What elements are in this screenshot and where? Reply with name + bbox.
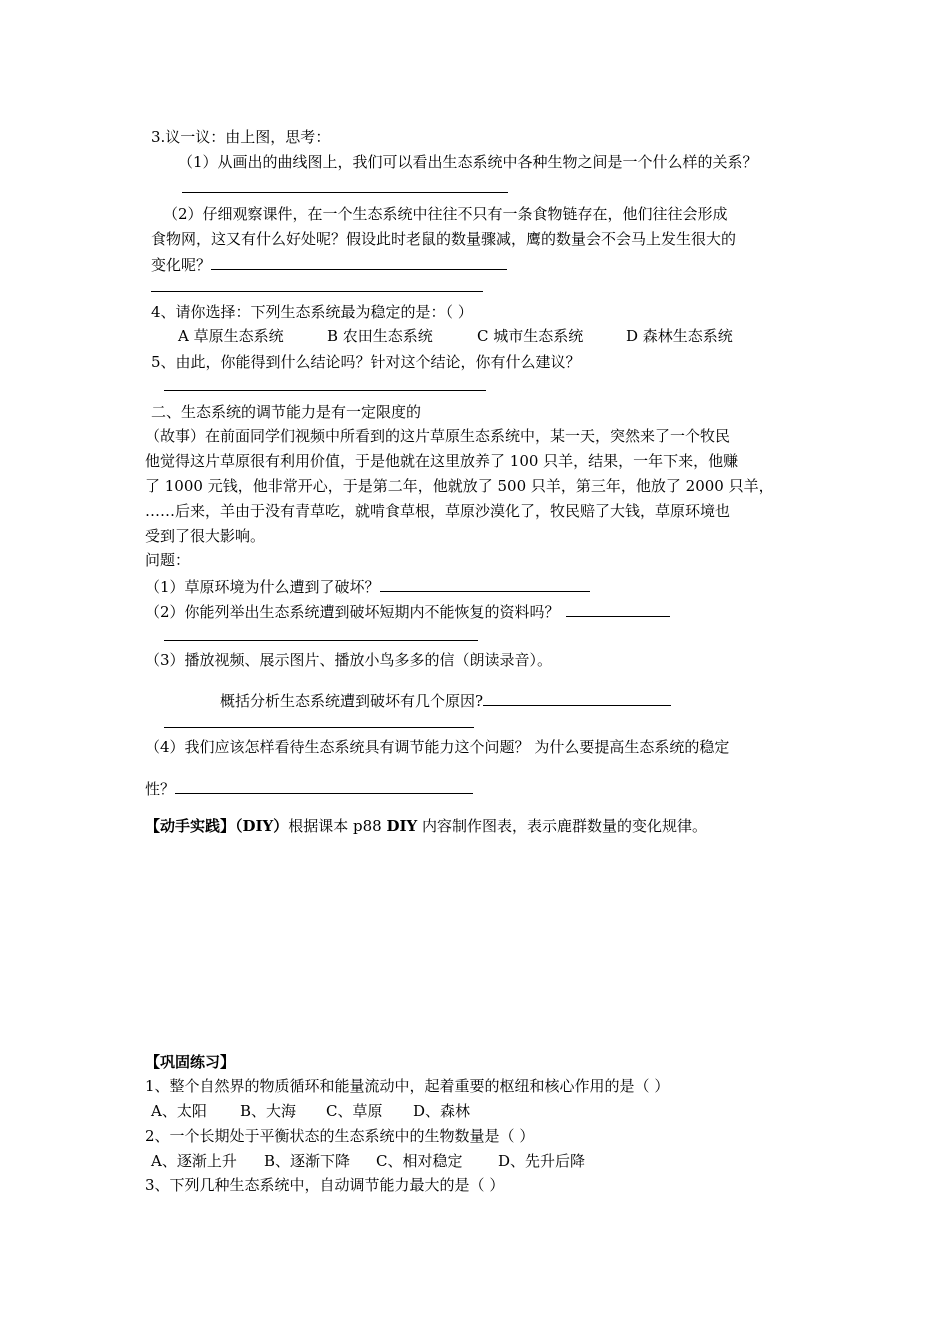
answer-blank-p2[interactable]	[566, 600, 670, 617]
problem-3-text: （3）播放视频、展示图片、播放小鸟多多的信（朗读录音）。	[145, 651, 553, 669]
problem-2	[145, 600, 670, 622]
problem-1	[145, 575, 590, 597]
questions-label: 问题：	[145, 551, 191, 569]
answer-line-1[interactable]	[182, 192, 508, 193]
diy-instruction	[145, 816, 707, 836]
answer-blank-p1[interactable]	[380, 575, 590, 592]
practice-q1-option-b: B、大海	[240, 1102, 297, 1120]
answer-blank-p3[interactable]	[483, 689, 671, 706]
diy-text-a: 根据课本 p88	[288, 817, 387, 835]
question-4-text: 4、请你选择：下列生态系统最为稳定的是：（ ）	[151, 303, 473, 321]
q4-option-a: A 草原生态系统	[178, 327, 284, 345]
answer-blank-p4[interactable]	[175, 777, 473, 794]
answer-line-2b[interactable]	[151, 291, 483, 292]
practice-q2-option-d: D、先升后降	[498, 1152, 586, 1170]
practice-q1-option-d: D、森林	[413, 1102, 471, 1120]
diy-label: 【动手实践】	[145, 817, 236, 835]
practice-q1-option-a: A、太阳	[151, 1102, 207, 1120]
q4-option-d: D 森林生态系统	[626, 327, 733, 345]
problem-2-text: （2）你能列举出生态系统遭到破坏短期内不能恢复的资料吗？	[145, 603, 560, 621]
question-2-line-3-text: 变化呢？	[151, 256, 212, 274]
problem-4-line-1: （4）我们应该怎样看待生态系统具有调节能力这个问题？ 为什么要提高生态系统的稳定	[145, 738, 730, 756]
story-line-1: （故事）在前面同学们视频中所看到的这片草原生态系统中，某一天，突然来了一个牧民	[145, 427, 731, 445]
practice-q2-option-b: B、逐渐下降	[264, 1152, 351, 1170]
practice-label: 【巩固练习】	[145, 1053, 236, 1071]
practice-q2-option-c: C、相对稳定	[376, 1152, 463, 1170]
problem-4-line-2-text: 性？	[145, 780, 176, 798]
story-line-5: 受到了很大影响。	[145, 527, 266, 545]
problem-4-line-2	[145, 777, 473, 799]
section3-title: 3.议一议：由上图，思考：	[151, 128, 331, 146]
question-2-line-2: 食物网，这又有什么好处呢？假设此时老鼠的数量骤减，鹰的数量会不会马上发生很大的	[151, 230, 737, 248]
question-2-line-3	[151, 253, 507, 275]
practice-q1-option-c: C、草原	[326, 1102, 383, 1120]
q4-option-b: B 农田生态系统	[327, 327, 433, 345]
problem-1-text: （1）草原环境为什么遭到了破坏？	[145, 578, 380, 596]
practice-q2-option-a: A、逐渐上升	[151, 1152, 237, 1170]
diy-text-c: 内容制作图表，表示鹿群数量的变化规律。	[417, 817, 707, 835]
problem-3-sub	[220, 689, 671, 711]
answer-line-5[interactable]	[164, 390, 486, 391]
story-line-4: ……后来，羊由于没有青草吃，就啃食草根，草原沙漠化了，牧民赔了大钱，草原环境也	[145, 502, 731, 520]
part2-heading: 二、生态系统的调节能力是有一定限度的	[151, 403, 422, 421]
practice-q3: 3、下列几种生态系统中，自动调节能力最大的是（ ）	[145, 1176, 505, 1194]
diy-text-b: DIY	[386, 817, 418, 835]
q4-option-c: C 城市生态系统	[477, 327, 584, 345]
story-line-2: 他觉得这片草原很有利用价值，于是他就在这里放养了 100 只羊，结果，一年下来，他赚	[145, 452, 739, 470]
practice-q2: 2、一个长期处于平衡状态的生态系统中的生物数量是（ ）	[145, 1127, 535, 1145]
answer-line-p2b[interactable]	[164, 640, 478, 641]
answer-line-p3b[interactable]	[164, 727, 474, 728]
problem-3-sub-text: 概括分析生态系统遭到破坏有几个原因?	[220, 692, 484, 710]
question-5-text: 5、由此，你能得到什么结论吗？针对这个结论，你有什么建议？	[151, 353, 581, 371]
practice-q1: 1、整个自然界的物质循环和能量流动中，起着重要的枢纽和核心作用的是（ ）	[145, 1077, 670, 1095]
answer-blank-2[interactable]	[211, 253, 507, 270]
story-line-3: 了 1000 元钱，他非常开心，于是第二年，他就放了 500 只羊，第三年，他放了 2000 只羊，	[145, 477, 774, 495]
question-1-text: （1）从画出的曲线图上，我们可以看出生态系统中各种生物之间是一个什么样的关系？	[178, 153, 758, 171]
question-2-line-1: （2）仔细观察课件，在一个生态系统中往往不只有一条食物链存在，他们往往会形成	[163, 205, 728, 223]
diy-tag: （DIY）	[235, 817, 289, 835]
